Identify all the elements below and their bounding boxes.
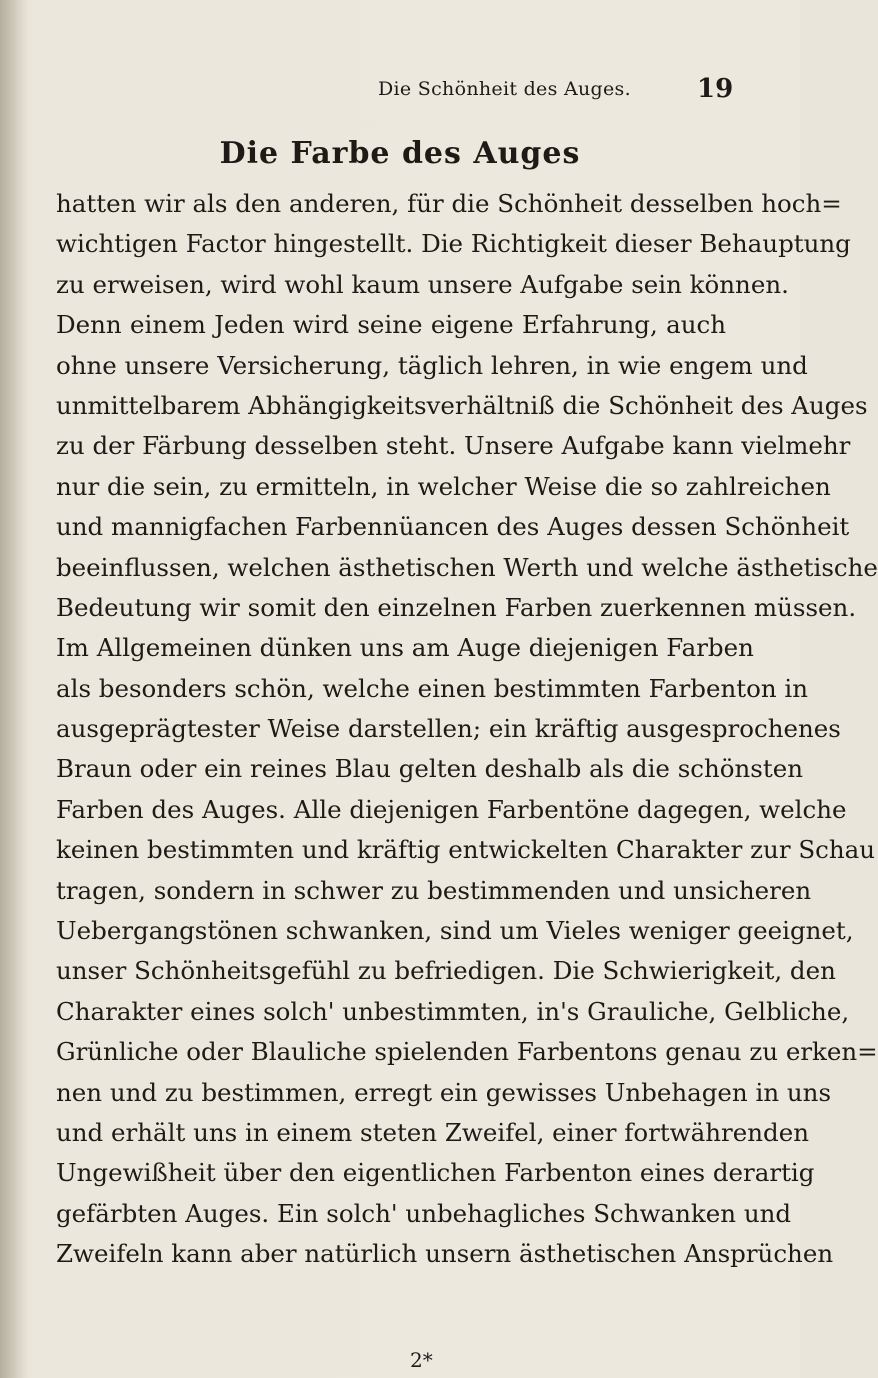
text-line: tragen, sondern in schwer zu bestimmenden und unsicheren <box>56 875 812 905</box>
text-line: ausgeprägtester Weise darstellen; ein kräftig ausgesprochenes <box>56 714 841 744</box>
text-line: unser Schönheitsgefühl zu befriedigen. Die Schwierigkeit, den <box>56 956 836 986</box>
signature-mark: 2* <box>410 1348 433 1372</box>
running-head <box>0 74 800 108</box>
text-line: hatten wir als den anderen, für die Schönheit desselben hoch= <box>56 189 842 218</box>
text-line: Grünliche oder Blauliche spielenden Farbentons genau zu erken= <box>56 1037 878 1067</box>
text-line: Zweifeln kann aber natürlich unsern ästhetischen Ansprüchen <box>56 1239 834 1269</box>
text-line: zu der Färbung desselben steht. Unsere Aufgabe kann vielmehr <box>56 431 851 461</box>
text-line: Braun oder ein reines Blau gelten deshalb als die schönsten <box>56 754 803 784</box>
section-heading: Die Farbe des Auges <box>219 136 581 171</box>
text-line: Im Allgemeinen dünken uns am Auge diejenigen Farben <box>56 633 754 663</box>
text-line: Uebergangstönen schwanken, sind um Vieles weniger geeignet, <box>56 916 854 946</box>
text-line: und mannigfachen Farbennüancen des Auges dessen Schönheit <box>56 512 850 542</box>
text-line: Bedeutung wir somit den einzelnen Farben zuerkennen müssen. <box>56 592 857 622</box>
text-line: Ungewißheit über den eigentlichen Farbenton eines derartig <box>56 1158 815 1188</box>
text-line: beeinflussen, welchen ästhetischen Werth und welche ästhetische <box>56 552 878 582</box>
gutter-shadow <box>0 0 28 1378</box>
text-line: keinen bestimmten und kräftig entwickelten Charakter zur Schau <box>56 835 875 865</box>
body-text <box>56 184 878 1275</box>
text-line: nur die sein, zu ermitteln, in welcher Weise die so zahlreichen <box>56 471 831 501</box>
text-line: gefärbten Auges. Ein solch' unbehagliches Schwanken und <box>56 1198 792 1228</box>
text-line: unmittelbarem Abhängigkeitsverhältniß die Schönheit des Auges <box>56 390 868 420</box>
text-line: Charakter eines solch' unbestimmten, in's Grauliche, Gelbliche, <box>56 996 850 1026</box>
text-line: als besonders schön, welche einen bestimmten Farbenton in <box>56 673 808 703</box>
page-number: 19 <box>697 74 734 104</box>
text-line: zu erweisen, wird wohl kaum unsere Aufgabe sein können. <box>56 269 789 299</box>
text-line: Denn einem Jeden wird seine eigene Erfahrung, auch <box>56 310 726 340</box>
text-line: Farben des Auges. Alle diejenigen Farbentöne dagegen, welche <box>56 794 847 824</box>
text-line: und erhält uns in einem steten Zweifel, einer fortwährenden <box>56 1117 809 1147</box>
text-line: nen und zu bestimmen, erregt ein gewisses Unbehagen in uns <box>56 1077 832 1107</box>
running-title: Die Schönheit des Auges. <box>378 78 631 100</box>
text-line: ohne unsere Versicherung, täglich lehren, in wie engem und <box>56 350 808 380</box>
text-line: wichtigen Factor hingestellt. Die Richtigkeit dieser Behauptung <box>56 229 851 259</box>
